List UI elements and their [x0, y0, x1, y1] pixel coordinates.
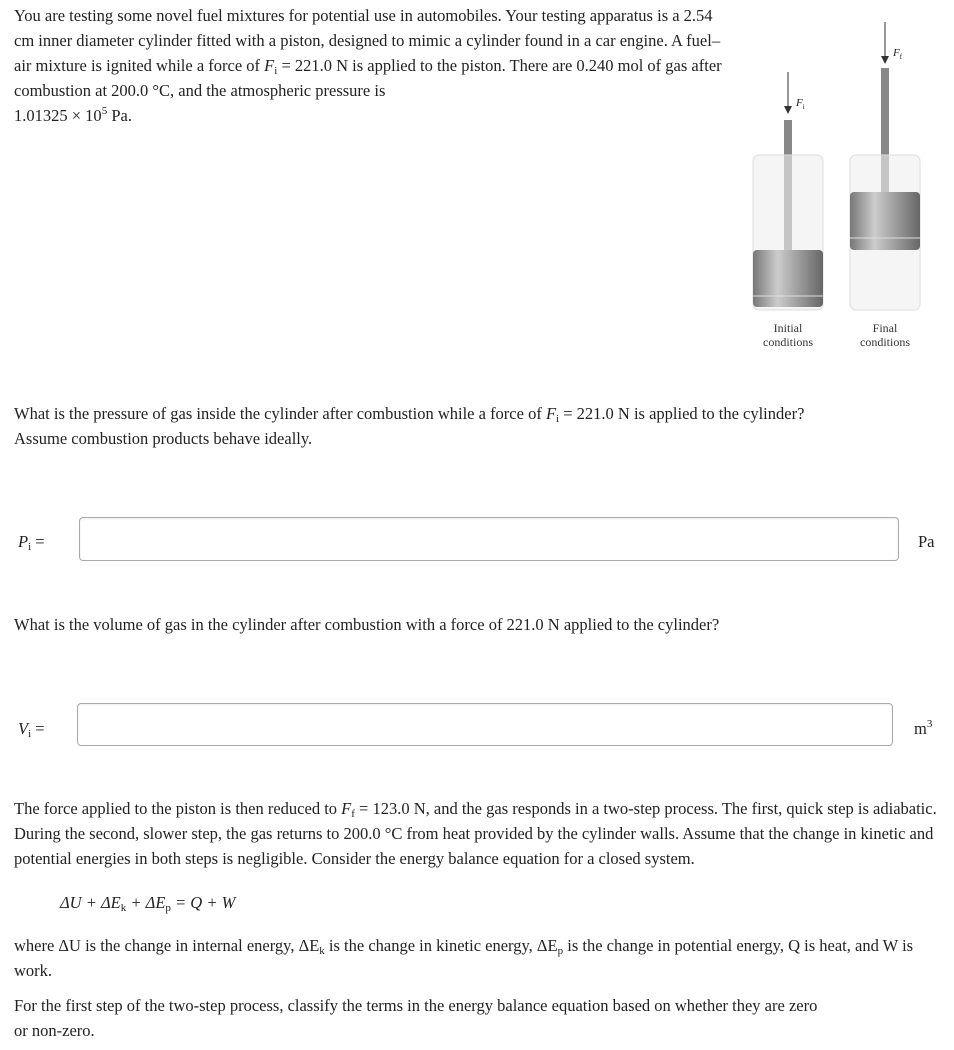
equation-part: + ΔE: [126, 893, 166, 912]
instruction-paragraph: [14, 993, 949, 1043]
p-symbol: P: [18, 532, 29, 551]
question-text: What is the pressure of gas inside the cylinder after combustion while a force of: [14, 404, 546, 423]
paragraph-text: is the change in kinetic energy, ΔE: [324, 936, 558, 955]
intro-text: = 221.0 N is applied to the piston. There are 0.240 mol of gas after combustion at 200.0 °C, and the atmospheric pressure is: [14, 56, 722, 100]
label-line: conditions: [763, 335, 813, 349]
piston-figure: [740, 10, 940, 355]
volume-input[interactable]: [77, 703, 893, 746]
intro-text: You are testing some novel fuel mixtures for potential use in automobiles. Your testing apparatus is a 2.54 cm inner diameter cylinder fitted with a piston, designed to mimic a cylinder found in a car engine. A fuel–air mixture is ignited while a force of: [14, 6, 721, 75]
paragraph-text: is the change in potential energy, Q is heat, and W is work.: [14, 936, 914, 980]
pressure-input[interactable]: [79, 517, 899, 561]
force-symbol: F: [545, 404, 557, 423]
question-text: Assume combustion products behave ideally.: [14, 429, 313, 448]
force-subscript: i: [274, 65, 278, 77]
label-line: Initial: [773, 321, 803, 335]
process-paragraph: [14, 796, 944, 871]
subscript: p: [557, 945, 564, 957]
ff-symbol: F: [893, 47, 900, 59]
equation-part: ΔU + ΔE: [60, 893, 121, 912]
fi-subscript: i: [802, 103, 805, 111]
unit-exponent: 3: [926, 718, 933, 730]
force-symbol: F: [264, 56, 275, 75]
equals-sign: =: [31, 719, 45, 738]
fi-label: [796, 98, 805, 109]
label-line: Final: [872, 321, 898, 335]
volume-unit: [914, 716, 932, 741]
paragraph-text: = 123.0 N, and the gas responds in a two-step process. The first, quick step is adiabatic. During the second, slower step, the gas returns to 200.0 °C from heat provided by the cylinder walls. Assume that the change in kinetic and potential energies in both steps is negligible. Consider the energy balance equation for a closed system.: [14, 799, 937, 868]
intro-paragraph: [14, 3, 732, 128]
pressure-label: [18, 529, 45, 554]
force-symbol: F: [341, 799, 352, 818]
intro-text: 1.01325 × 10: [14, 106, 102, 125]
pressure-unit: Pa: [918, 532, 935, 551]
question-text: = 221.0 N is applied to the cylinder?: [559, 404, 805, 423]
unit-text: m: [914, 719, 927, 738]
equation-subscript: k: [120, 902, 127, 914]
paragraph-text: The force applied to the piston is then reduced to: [14, 799, 342, 818]
question-volume: What is the volume of gas in the cylinder after combustion with a force of 221.0 N applied to the cylinder?: [14, 615, 720, 634]
force-subscript: i: [556, 413, 560, 425]
paragraph-text: where ΔU is the change in internal energy, ΔE: [14, 936, 320, 955]
final-conditions-label: [845, 321, 925, 349]
exponent: 5: [101, 105, 108, 117]
question-pressure: [14, 401, 934, 451]
equation-subscript: p: [165, 902, 171, 914]
force-subscript: f: [351, 808, 355, 820]
subscript: k: [319, 945, 325, 957]
v-subscript: i: [28, 728, 32, 740]
volume-label: [18, 716, 45, 741]
piston-cylinder-illustration: [740, 10, 940, 320]
paragraph-text: or non-zero.: [14, 1021, 95, 1040]
initial-conditions-label: [748, 321, 828, 349]
p-subscript: i: [28, 541, 32, 553]
equals-sign: =: [31, 532, 45, 551]
ff-label: [893, 48, 902, 59]
ff-subscript: f: [899, 53, 903, 61]
paragraph-text: For the first step of the two-step process, classify the terms in the energy balance equation based on whether they are zero: [14, 996, 818, 1015]
intro-text: Pa.: [107, 106, 132, 125]
equation-part: = Q + W: [170, 893, 236, 912]
definitions-paragraph: [14, 933, 949, 983]
v-symbol: V: [18, 719, 29, 738]
label-line: conditions: [860, 335, 910, 349]
energy-balance-equation: [60, 890, 235, 915]
fi-symbol: F: [796, 97, 803, 109]
